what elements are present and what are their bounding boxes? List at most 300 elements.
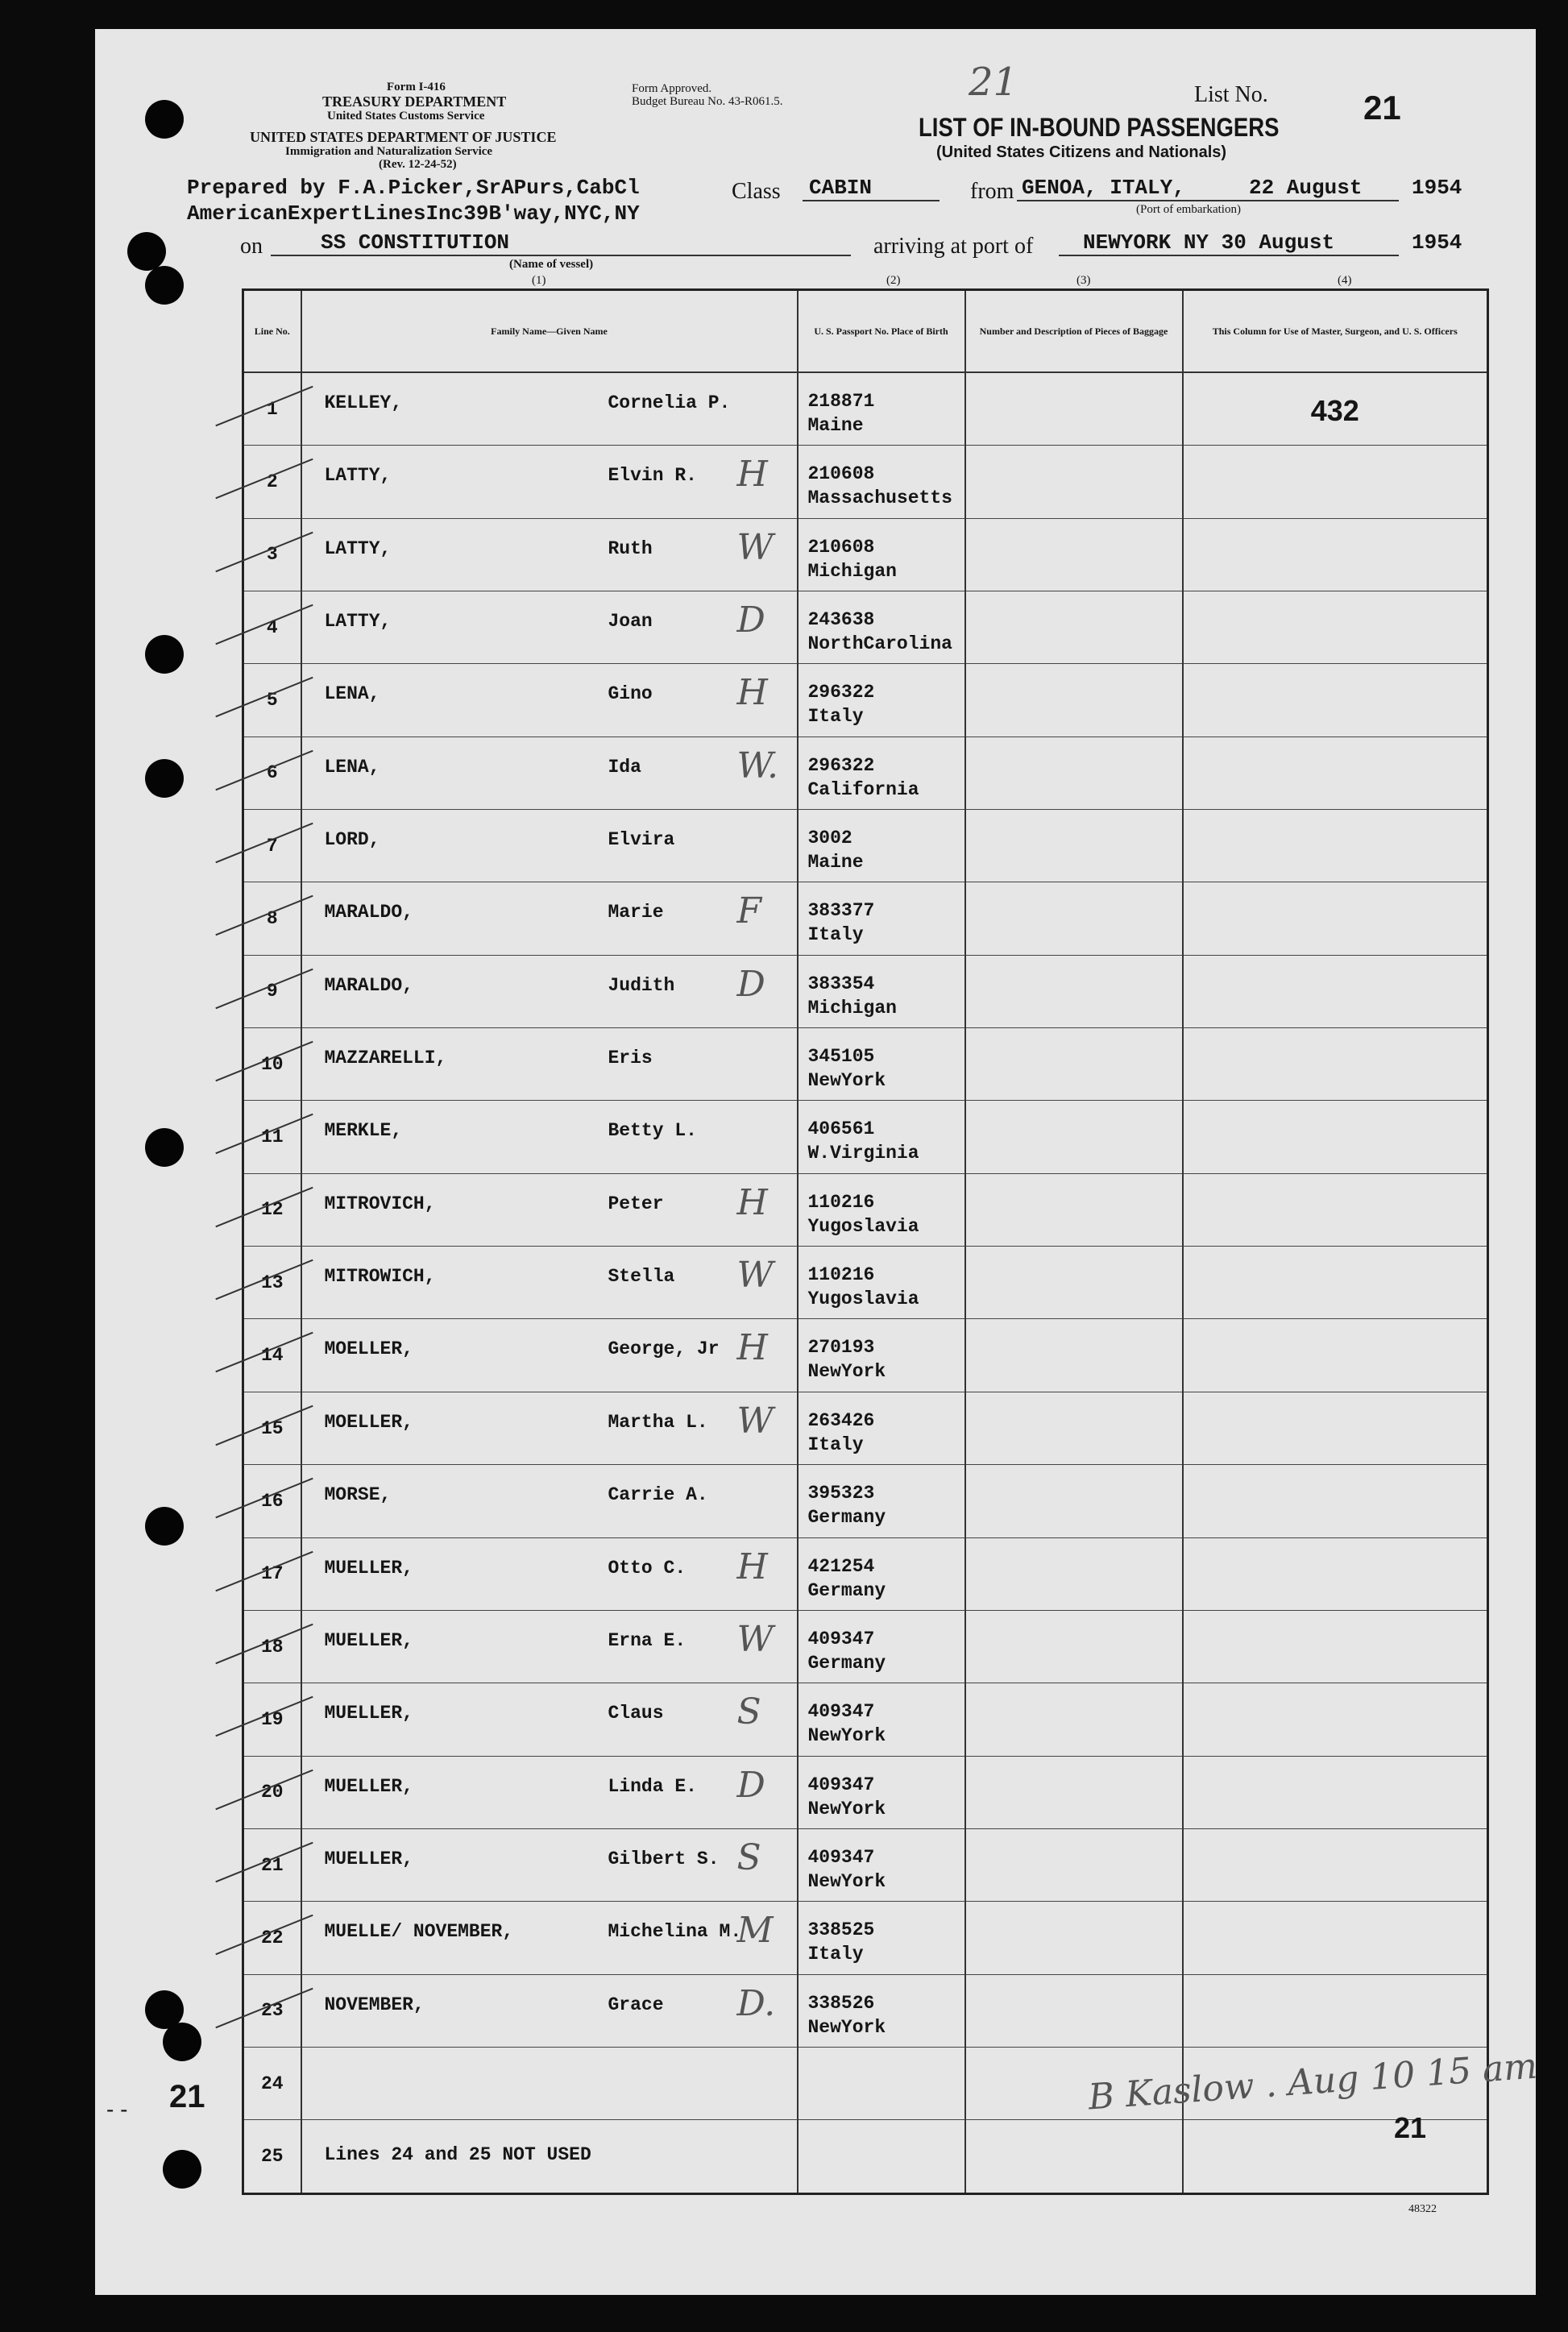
place-of-birth: Yugoslavia [807, 1215, 919, 1237]
line-number [243, 810, 301, 882]
place-of-birth: Italy [807, 1434, 864, 1455]
punch-hole [145, 100, 184, 139]
passport-number: 110216 [807, 1264, 875, 1286]
place-of-birth: Maine [807, 415, 864, 436]
officer-cell [1183, 591, 1488, 664]
line-number-text: 12 [260, 1199, 284, 1221]
punch-hole [127, 232, 166, 271]
passport-number: 263426 [807, 1409, 875, 1431]
place-of-birth: NorthCarolina [807, 633, 952, 655]
baggage-cell [965, 1902, 1183, 1974]
name-cell [301, 1902, 798, 1974]
vessel-underline [271, 255, 851, 256]
column-number-2: (2) [886, 274, 901, 287]
name-cell [301, 591, 798, 664]
passport-number: 421254 [807, 1555, 875, 1577]
table-row [243, 1465, 1488, 1537]
baggage-cell [965, 1319, 1183, 1392]
line-number-text: 1 [266, 398, 278, 420]
name-cell [301, 737, 798, 809]
line-number [243, 1173, 301, 1246]
given-name: Michelina M. [608, 1921, 742, 1943]
given-name: Grace [608, 1994, 664, 2015]
punch-hole [163, 2150, 201, 2189]
passport-cell [798, 2120, 965, 2194]
handwritten-list-number: 21 [969, 60, 1018, 105]
line-number-text: 7 [266, 835, 278, 857]
name-cell [301, 810, 798, 882]
baggage-cell [965, 1392, 1183, 1464]
relation-mark: H [736, 1327, 768, 1369]
officer-cell [1183, 372, 1488, 446]
embarkation-date: 22 August [1249, 176, 1363, 200]
line-number-text: 24 [260, 2073, 284, 2094]
relation-mark: M [736, 1910, 774, 1952]
vessel-caption: (Name of vessel) [509, 258, 594, 271]
table-row [243, 372, 1488, 446]
name-cell [301, 1465, 798, 1537]
name-cell [301, 2047, 798, 2119]
passport-number: 243638 [807, 609, 875, 631]
passport-cell [798, 1610, 965, 1683]
officer-cell [1183, 1683, 1488, 1756]
given-name: Stella [608, 1266, 675, 1288]
table-row [243, 1101, 1488, 1173]
table-row [243, 1902, 1488, 1974]
table-row [243, 591, 1488, 664]
table-row [243, 518, 1488, 591]
place-of-birth: Germany [807, 1652, 886, 1674]
line-number-text: 6 [266, 762, 278, 784]
family-name: MOELLER, [324, 1338, 413, 1360]
name-cell [301, 372, 798, 446]
given-name: Peter [608, 1193, 664, 1214]
family-name: NOVEMBER, [324, 1994, 425, 2015]
baggage-cell [965, 1028, 1183, 1101]
table-row [243, 1319, 1488, 1392]
line-number-text: 15 [260, 1417, 284, 1439]
line-number-text: 22 [260, 1927, 284, 1948]
embarkation-caption: (Port of embarkation) [1136, 203, 1241, 216]
arrival-port-date: NEWYORK NY 30 August [1083, 230, 1335, 255]
place-of-birth: NewYork [807, 1870, 886, 1892]
name-cell [301, 1319, 798, 1392]
punch-hole [145, 635, 184, 674]
family-name: MAZZARELLI, [324, 1048, 447, 1069]
place-of-birth: California [807, 778, 919, 800]
officer-cell [1183, 1537, 1488, 1610]
passport-number: 338525 [807, 1919, 875, 1941]
relation-mark: F [736, 890, 762, 932]
line-number-text: 14 [260, 1345, 284, 1367]
line-number [243, 1974, 301, 2047]
prepared-by: Prepared by F.A.Picker,SrAPurs,CabCl [187, 176, 640, 200]
passport-cell [798, 955, 965, 1027]
table-row [243, 1247, 1488, 1319]
embarkation-year: 1954 [1412, 176, 1462, 200]
given-name: Ida [608, 756, 641, 778]
name-cell [301, 518, 798, 591]
baggage-cell [965, 810, 1183, 882]
passport-number: 406561 [807, 1118, 875, 1140]
relation-mark: S [736, 1691, 761, 1733]
family-name: KELLEY, [324, 392, 403, 413]
class-underline [803, 200, 940, 201]
passport-number: 409347 [807, 1846, 875, 1868]
line-number [243, 518, 301, 591]
officer-cell [1183, 1319, 1488, 1392]
given-name: George, Jr [608, 1338, 720, 1360]
line-number [243, 664, 301, 737]
table-row [243, 2120, 1488, 2194]
passport-number: 383354 [807, 973, 875, 994]
passport-number: 210608 [807, 463, 875, 485]
baggage-cell [965, 664, 1183, 737]
passport-number: 409347 [807, 1628, 875, 1649]
name-cell [301, 1392, 798, 1464]
given-name: Marie [608, 902, 664, 923]
passport-cell [798, 518, 965, 591]
line-number [243, 446, 301, 518]
immigration-service: Immigration and Naturalization Service [285, 145, 493, 158]
line-number-text: 20 [260, 1782, 284, 1803]
budget-bureau: Budget Bureau No. 43-R061.5. [632, 95, 783, 108]
given-name: Elvin R. [608, 465, 697, 487]
passport-cell [798, 1828, 965, 1901]
passport-cell [798, 1392, 965, 1464]
name-cell [301, 1974, 798, 2047]
passport-cell [798, 1537, 965, 1610]
given-name: Carrie A. [608, 1484, 708, 1506]
arrival-label: arriving at port of [873, 234, 1034, 259]
given-name: Elvira [608, 829, 675, 851]
line-number [243, 2047, 301, 2119]
table-row [243, 1828, 1488, 1901]
line-number [243, 1537, 301, 1610]
family-name: MORSE, [324, 1484, 392, 1506]
line-number-text: 8 [266, 908, 278, 930]
place-of-birth: Italy [807, 924, 864, 946]
punch-hole [163, 2023, 201, 2061]
column-number-4: (4) [1338, 274, 1352, 287]
family-name: LATTY, [324, 537, 392, 559]
line-number [243, 1756, 301, 1828]
line-number-text: 17 [260, 1563, 284, 1585]
officer-cell [1183, 1828, 1488, 1901]
baggage-cell [965, 1828, 1183, 1901]
line-number-text: 4 [266, 616, 278, 638]
family-name: MUELLER, [324, 1848, 413, 1869]
list-number-label: List No. [1194, 82, 1268, 107]
form-approved: Form Approved. [632, 82, 712, 95]
table-row [243, 664, 1488, 737]
footer-stamp-number: 48322 [1408, 2203, 1437, 2215]
officer-signature: B Kaslow . Aug 10 15 am [1086, 2045, 1539, 2118]
officer-cell [1183, 955, 1488, 1027]
passport-cell [798, 2047, 965, 2119]
officer-cell [1183, 1101, 1488, 1173]
name-cell [301, 882, 798, 955]
table-row [243, 1974, 1488, 2047]
line-number [243, 1319, 301, 1392]
line-number-text: 2 [266, 471, 278, 493]
line-number [243, 955, 301, 1027]
line-number-text: 9 [266, 981, 278, 1002]
passport-number: 110216 [807, 1191, 875, 1213]
place-of-birth: Michigan [807, 997, 897, 1019]
relation-mark: W [736, 526, 774, 568]
passport-cell [798, 1465, 965, 1537]
given-name: Erna E. [608, 1629, 687, 1651]
baggage-cell [965, 1537, 1183, 1610]
officer-note: 432 [1310, 394, 1359, 427]
baggage-cell [965, 1173, 1183, 1246]
from-label: from [970, 179, 1014, 204]
line-number-text: 21 [260, 1854, 284, 1876]
line-number-text: 18 [260, 1636, 284, 1658]
form-number: Form I-416 [387, 81, 446, 93]
given-name: Claus [608, 1703, 664, 1724]
footer-left-number: 21 [169, 2079, 205, 2114]
table-row [243, 446, 1488, 518]
form-revision: (Rev. 12-24-52) [379, 158, 457, 171]
passenger-table [242, 288, 1489, 2195]
place-of-birth: NewYork [807, 1725, 886, 1747]
family-name: LENA, [324, 683, 380, 705]
relation-mark: D. [736, 1982, 776, 2024]
given-name: Gilbert S. [608, 1848, 720, 1869]
place-of-birth: NewYork [807, 1070, 886, 1092]
relation-mark: D [736, 600, 765, 641]
line-number [243, 1902, 301, 1974]
place-of-birth: Italy [807, 1944, 864, 1965]
line-number [243, 372, 301, 446]
line-number [243, 1392, 301, 1464]
line-number-text: 16 [260, 1490, 284, 1512]
passport-number: 338526 [807, 1992, 875, 2014]
table-row [243, 1756, 1488, 1828]
line-number-text: 10 [260, 1053, 284, 1075]
embarkation-port: GENOA, ITALY, [1022, 176, 1185, 200]
family-name: MITROVICH, [324, 1193, 436, 1214]
line-number-text: 3 [266, 544, 278, 566]
family-name: LORD, [324, 829, 380, 851]
place-of-birth: NewYork [807, 1361, 886, 1383]
baggage-cell [965, 446, 1183, 518]
officer-cell [1183, 1247, 1488, 1319]
family-name: MUELLER, [324, 1629, 413, 1651]
given-name: Linda E. [608, 1775, 697, 1797]
given-name: Joan [608, 611, 653, 633]
officer-cell [1183, 1173, 1488, 1246]
baggage-cell [965, 1465, 1183, 1537]
column-number-1: (1) [532, 274, 546, 287]
family-name: MERKLE, [324, 1120, 403, 1142]
line-number [243, 882, 301, 955]
relation-mark: H [736, 1181, 768, 1223]
column-header-baggage: Number and Description of Pieces of Baggage [965, 290, 1183, 373]
column-number-3: (3) [1076, 274, 1091, 287]
name-cell [301, 1101, 798, 1173]
passport-cell [798, 1247, 965, 1319]
line-number [243, 591, 301, 664]
table-row [243, 1610, 1488, 1683]
officer-cell [1183, 446, 1488, 518]
given-name: Ruth [608, 537, 653, 559]
passport-number: 409347 [807, 1701, 875, 1723]
relation-mark: W [736, 1400, 774, 1442]
relation-mark: D [736, 963, 765, 1005]
baggage-cell [965, 518, 1183, 591]
passport-number: 210608 [807, 536, 875, 558]
relation-mark: D [736, 1764, 765, 1806]
family-name: LENA, [324, 756, 380, 778]
given-name: Martha L. [608, 1411, 708, 1433]
passport-cell [798, 1028, 965, 1101]
given-name: Otto C. [608, 1557, 687, 1579]
family-name: MUELLER, [324, 1703, 413, 1724]
place-of-birth: NewYork [807, 1798, 886, 1820]
given-name: Eris [608, 1048, 653, 1069]
relation-mark: H [736, 1546, 768, 1587]
class-value: CABIN [809, 176, 873, 200]
table-row [243, 882, 1488, 955]
family-name: MUELLE/ NOVEMBER, [324, 1921, 514, 1943]
name-cell [301, 1610, 798, 1683]
family-name: MARALDO, [324, 902, 413, 923]
passport-cell [798, 1173, 965, 1246]
line-number [243, 1101, 301, 1173]
line-number [243, 2120, 301, 2194]
officer-cell [1183, 1610, 1488, 1683]
family-name: Lines 24 and 25 NOT USED [324, 2144, 591, 2166]
relation-mark: S [736, 1836, 761, 1878]
passport-number: 3002 [807, 828, 852, 849]
officer-cell [1183, 1902, 1488, 1974]
baggage-cell [965, 372, 1183, 446]
passport-number: 296322 [807, 754, 875, 776]
list-number-value: 21 [1363, 89, 1401, 127]
table-row [243, 737, 1488, 809]
passport-cell [798, 1902, 965, 1974]
family-name: MOELLER, [324, 1411, 413, 1433]
passport-cell [798, 1683, 965, 1756]
baggage-cell [965, 882, 1183, 955]
given-name: Gino [608, 683, 653, 705]
place-of-birth: NewYork [807, 2016, 886, 2038]
place-of-birth: W.Virginia [807, 1143, 919, 1164]
name-cell [301, 1683, 798, 1756]
table-row [243, 1392, 1488, 1464]
punch-hole [145, 1507, 184, 1546]
column-header-name: Family Name—Given Name [301, 290, 798, 373]
family-name: MITROWICH, [324, 1266, 436, 1288]
family-name: MARALDO, [324, 974, 413, 996]
treasury-department: TREASURY DEPARTMENT [322, 93, 507, 110]
customs-service: United States Customs Service [327, 110, 485, 122]
officer-cell [1183, 1028, 1488, 1101]
arrival-year: 1954 [1412, 230, 1462, 255]
passport-cell [798, 1319, 965, 1392]
line-number [243, 1828, 301, 1901]
punch-hole [145, 1128, 184, 1167]
list-subtitle: (United States Citizens and Nationals) [936, 143, 1227, 161]
line-number-text: 13 [260, 1272, 284, 1293]
line-number [243, 737, 301, 809]
family-name: MUELLER, [324, 1557, 413, 1579]
name-cell [301, 1173, 798, 1246]
line-number-text: 25 [260, 2146, 284, 2168]
name-cell [301, 1537, 798, 1610]
punch-hole [145, 759, 184, 798]
name-cell [301, 1828, 798, 1901]
officer-cell [1183, 664, 1488, 737]
relation-mark: W [736, 1618, 774, 1660]
passport-cell [798, 810, 965, 882]
passport-cell [798, 591, 965, 664]
name-cell [301, 2120, 798, 2194]
vessel-on-label: on [240, 234, 263, 259]
baggage-cell [965, 1756, 1183, 1828]
table-row [243, 1173, 1488, 1246]
footer-dashes: - - [106, 2097, 128, 2122]
vessel-name: SS CONSTITUTION [321, 230, 510, 255]
family-name: LATTY, [324, 611, 392, 633]
passport-cell [798, 882, 965, 955]
column-header-passport: U. S. Passport No. Place of Birth [798, 290, 965, 373]
passport-cell [798, 1756, 965, 1828]
prepared-address: AmericanExpertLinesInc39B'way,NYC,NY [187, 201, 640, 226]
line-number-text: 23 [260, 2000, 284, 2022]
relation-mark: H [736, 672, 768, 714]
baggage-cell [965, 737, 1183, 809]
officer-cell [1183, 1756, 1488, 1828]
baggage-cell [965, 1610, 1183, 1683]
passport-cell [798, 446, 965, 518]
baggage-cell [965, 591, 1183, 664]
place-of-birth: Italy [807, 706, 864, 728]
officer-cell [1183, 737, 1488, 809]
place-of-birth: Massachusetts [807, 488, 952, 509]
place-of-birth: Michigan [807, 560, 897, 582]
baggage-cell [965, 2120, 1183, 2194]
line-number [243, 1465, 301, 1537]
baggage-cell [965, 1247, 1183, 1319]
line-number-text: 11 [260, 1127, 284, 1148]
line-number-text: 5 [266, 690, 278, 712]
line-number [243, 1247, 301, 1319]
given-name: Judith [608, 974, 675, 996]
name-cell [301, 955, 798, 1027]
officer-cell [1183, 810, 1488, 882]
place-of-birth: Germany [807, 1507, 886, 1529]
family-name: MUELLER, [324, 1775, 413, 1797]
passport-cell [798, 1974, 965, 2047]
place-of-birth: Yugoslavia [807, 1288, 919, 1310]
relation-mark: W [736, 1255, 774, 1297]
passport-number: 270193 [807, 1337, 875, 1359]
table-row [243, 1028, 1488, 1101]
place-of-birth: Maine [807, 852, 864, 873]
passport-number: 296322 [807, 682, 875, 703]
line-number [243, 1610, 301, 1683]
given-name: Betty L. [608, 1120, 697, 1142]
officer-cell [1183, 518, 1488, 591]
passport-number: 383377 [807, 900, 875, 922]
name-cell [301, 664, 798, 737]
relation-mark: W. [736, 745, 779, 786]
arrival-underline [1059, 255, 1399, 256]
